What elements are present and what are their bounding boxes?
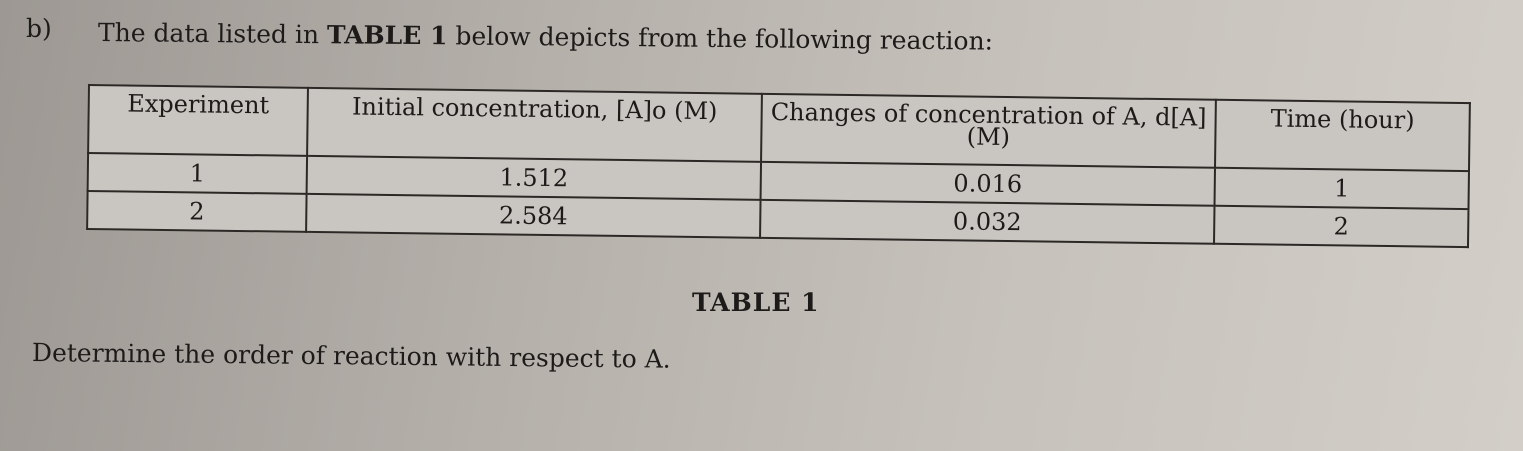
data-table	[86, 84, 1471, 248]
cell-initial-concentration: 2.584	[306, 194, 760, 238]
question-prompt: Determine the order of reaction with respect to A.	[31, 338, 671, 374]
header-initial-concentration: Initial concentration, [A]o (M)	[307, 88, 762, 162]
header-changes-of-concentration: Changes of concentration of A, d[A] (M)	[761, 94, 1216, 168]
question-text-after: below depicts from the following reaction:	[447, 21, 994, 56]
question-text-bold: TABLE 1	[326, 20, 448, 51]
cell-changes: 0.032	[760, 200, 1214, 244]
cell-time: 2	[1214, 206, 1468, 247]
question-text	[98, 18, 993, 56]
cell-experiment: 2	[87, 191, 306, 232]
question-text-before: The data listed in	[97, 18, 328, 50]
question-number: b)	[26, 14, 52, 43]
header-experiment: Experiment	[88, 85, 308, 156]
data-table-container	[86, 84, 1471, 248]
cell-changes: 0.016	[761, 162, 1215, 206]
cell-initial-concentration: 1.512	[307, 156, 761, 200]
cell-experiment: 1	[88, 153, 307, 194]
table-caption: TABLE 1	[692, 288, 820, 317]
cell-time: 1	[1215, 168, 1469, 209]
header-time: Time (hour)	[1215, 100, 1470, 171]
